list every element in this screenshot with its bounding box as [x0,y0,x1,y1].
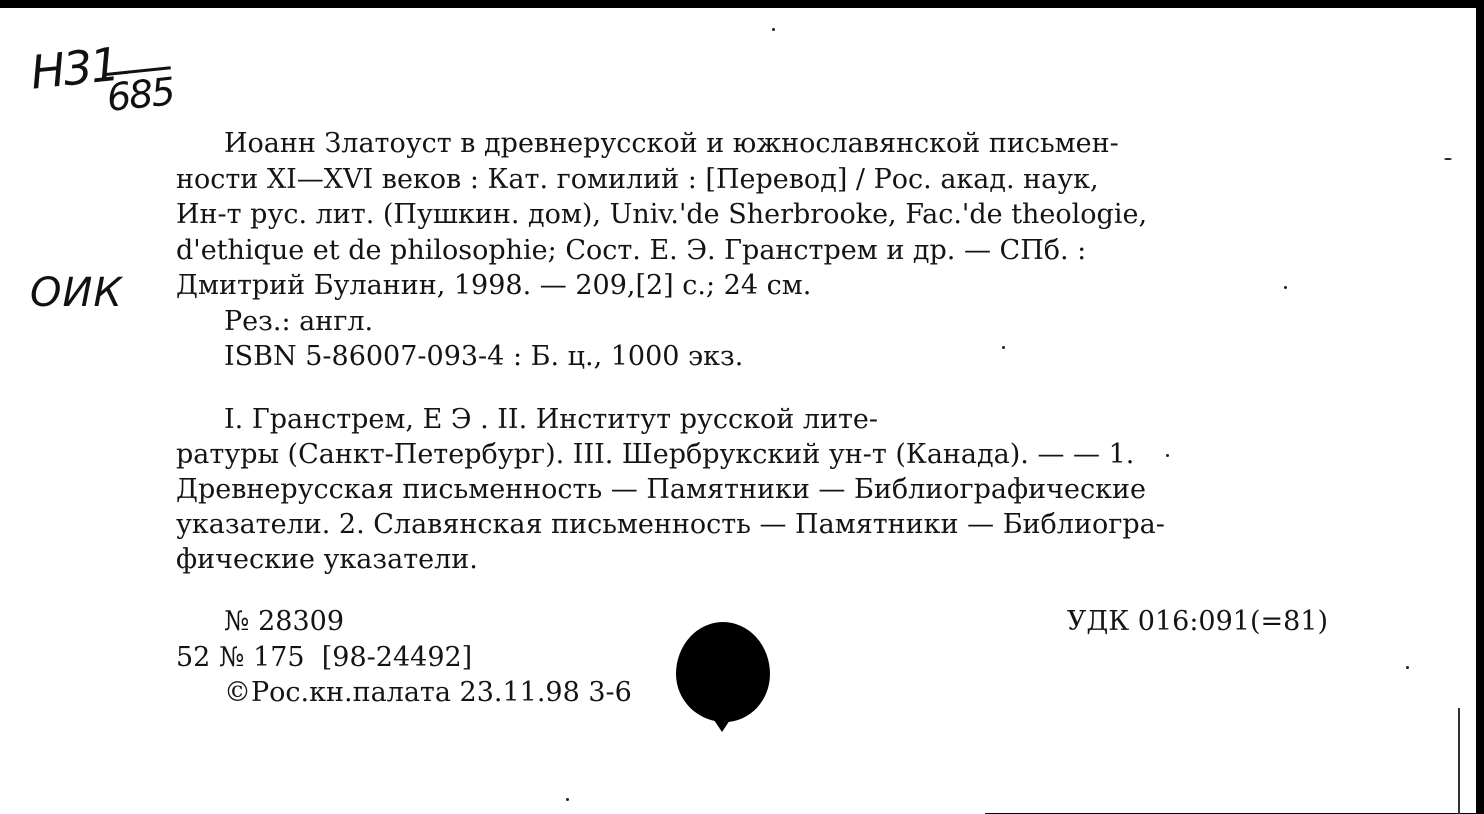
bibliographic-entry [176,126,1334,375]
catalog-card [0,8,1476,814]
tracing-line-4: указатели. 2. Славянская письменность — Памятники — Библиогра- [176,509,1165,540]
tracing-line-1: I. Гранстрем, Е Э . II. Институт русской лите- [224,404,879,435]
scan-speck [1406,666,1409,669]
call-number-top: Н31 [28,36,121,100]
scan-speck [1166,454,1169,457]
record-number: № 28309 [224,606,345,637]
ink-blot-tail [706,708,738,732]
scan-speck [1284,286,1287,289]
scan-speck [1002,346,1005,349]
isbn-line: ISBN 5-86007-093-4 : Б. ц., 1000 экз. [224,341,744,372]
subject-tracings [176,402,1334,577]
scan-speck [1444,158,1452,160]
tracing-line-2: ратуры (Санкт-Петербург). III. Шербрукский ун-т (Канада). — — 1. [176,439,1135,470]
scan-speck [772,28,775,31]
call-number-bottom: 685 [104,69,176,120]
summary-note: Рез.: англ. [224,305,374,337]
book-chamber-line: ©Рос.кн.палата 23.11.98 3-6 [224,677,632,708]
registry-line: 52 № 175 [98-24492] [176,641,473,673]
entry-title-line-1: Иоанн Златоуст в древнерусской и южнославянской письмен- [224,128,1119,159]
card-footer-left [176,604,632,711]
udk-classification: УДК 016:091(=81) [1066,606,1328,637]
ink-blot [676,622,770,722]
scan-speck [566,798,569,801]
tracing-line-5: фические указатели. [176,544,478,575]
tracing-line-3: Древнерусская письменность — Памятники — Библиографические [176,474,1146,505]
entry-title-line-2: ности XI—XVI веков : Кат. гомилий : [Перевод] / Рос. акад. наук, [176,163,1099,195]
entry-title-line-5: Дмитрий Буланин, 1998. — 209,[2] с.; 24 см. [176,270,812,301]
handwritten-side-note: ОИК [30,270,123,316]
entry-title-line-4: d'ethique et de philosophie; Сост. Е. Э. Гранстрем и др. — СПб. : [176,234,1087,266]
handwritten-call-number [28,30,186,120]
scan-edge-right [1458,708,1460,814]
entry-title-line-3: Ин-т рус. лит. (Пушкин. дом), Univ.'de Sherbrooke, Fac.'de theologie, [176,199,1148,230]
